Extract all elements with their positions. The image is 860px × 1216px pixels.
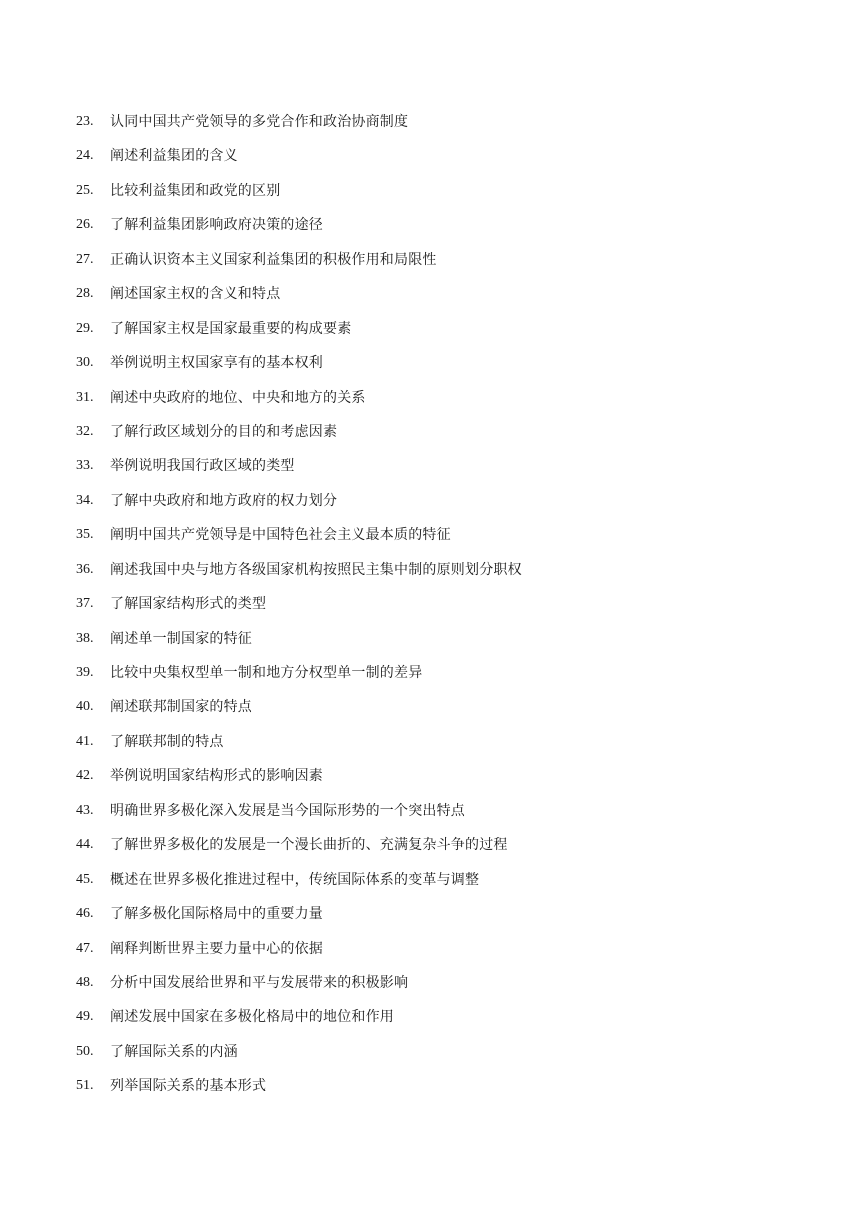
item-number: 47. (76, 940, 94, 956)
list-item (76, 453, 522, 487)
list-item (76, 143, 522, 177)
item-text: 认同中国共产党领导的多党合作和政治协商制度 (110, 114, 409, 130)
item-text: 了解国家主权是国家最重要的构成要素 (110, 320, 352, 337)
list-item (76, 798, 522, 832)
item-text: 阐明中国共产党领导是中国特色社会主义最本质的特征 (110, 527, 451, 544)
item-text: 阐述利益集团的含义 (110, 148, 238, 165)
list-item (76, 247, 522, 281)
list-item (76, 660, 522, 694)
item-text: 明确世界多极化深入发展是当今国际形势的一个突出特点 (110, 802, 465, 819)
list-item (76, 281, 522, 315)
list-item (76, 867, 522, 901)
item-number: 24. (76, 148, 94, 164)
item-text: 举例说明国家结构形式的影响因素 (110, 768, 323, 785)
item-number: 25. (76, 182, 94, 198)
list-item (76, 626, 522, 660)
item-number: 30. (76, 355, 94, 371)
item-number: 28. (76, 286, 94, 302)
item-text: 了解国际关系的内涵 (110, 1043, 238, 1060)
item-text: 阐述国家主权的含义和特点 (110, 286, 281, 303)
item-number: 32. (76, 423, 94, 439)
item-text: 阐述发展中国家在多极化格局中的地位和作用 (110, 1009, 394, 1026)
item-text: 阐述我国中央与地方各级国家机构按照民主集中制的原则划分职权 (110, 561, 522, 578)
item-text: 比较利益集团和政党的区别 (110, 182, 281, 199)
item-text: 了解利益集团影响政府决策的途径 (110, 217, 323, 234)
item-number: 44. (76, 837, 94, 853)
item-text: 了解行政区域划分的目的和考虑因素 (110, 423, 338, 440)
item-text: 正确认识资本主义国家利益集团的积极作用和局限性 (110, 251, 437, 268)
item-number: 31. (76, 389, 94, 405)
item-number: 36. (76, 561, 94, 577)
item-text: 列举国际关系的基本形式 (110, 1078, 267, 1095)
list-item (76, 419, 522, 453)
item-number: 45. (76, 871, 94, 887)
item-number: 46. (76, 906, 94, 922)
item-number: 27. (76, 251, 94, 267)
item-text: 了解国家结构形式的类型 (110, 596, 267, 613)
item-text: 比较中央集权型单一制和地方分权型单一制的差异 (110, 665, 423, 681)
list-item (76, 1073, 522, 1107)
list-item (76, 970, 522, 1004)
list-item (76, 178, 522, 212)
item-number: 39. (76, 665, 94, 680)
list-item (76, 1004, 522, 1038)
item-number: 37. (76, 596, 94, 612)
item-number: 38. (76, 630, 94, 646)
item-number: 34. (76, 492, 94, 508)
list-item (76, 763, 522, 797)
list-item (76, 350, 522, 384)
item-text: 阐释判断世界主要力量中心的依据 (110, 940, 323, 957)
item-number: 43. (76, 802, 94, 818)
item-text: 了解中央政府和地方政府的权力划分 (110, 492, 338, 509)
item-text: 分析中国发展给世界和平与发展带来的积极影响 (110, 974, 409, 991)
list-item (76, 522, 522, 556)
item-number: 50. (76, 1043, 94, 1059)
item-number: 23. (76, 114, 94, 129)
list-item (76, 591, 522, 625)
item-number: 42. (76, 768, 94, 784)
item-text: 阐述联邦制国家的特点 (110, 699, 252, 716)
list-item (76, 729, 522, 763)
list-item (76, 385, 522, 419)
item-text: 概述在世界多极化推进过程中，传统国际体系的变革与调整 (110, 871, 480, 888)
list-item (76, 557, 522, 591)
item-number: 49. (76, 1009, 94, 1025)
item-text: 了解联邦制的特点 (110, 733, 224, 750)
item-number: 26. (76, 217, 94, 233)
item-number: 40. (76, 699, 94, 715)
item-number: 35. (76, 527, 94, 543)
list-item (76, 212, 522, 246)
list-item (76, 832, 522, 866)
list-item (76, 109, 522, 143)
item-text: 举例说明主权国家享有的基本权利 (110, 355, 323, 372)
item-text: 了解多极化国际格局中的重要力量 (110, 906, 323, 923)
list-item (76, 1039, 522, 1073)
list-item (76, 936, 522, 970)
item-number: 51. (76, 1078, 94, 1094)
item-text: 举例说明我国行政区域的类型 (110, 458, 295, 475)
list-item (76, 316, 522, 350)
item-text: 阐述单一制国家的特征 (110, 630, 252, 647)
item-number: 29. (76, 320, 94, 336)
list-item (76, 901, 522, 935)
item-number: 48. (76, 974, 94, 990)
item-number: 41. (76, 733, 94, 749)
objective-list (76, 109, 522, 1108)
item-number: 33. (76, 458, 94, 474)
item-text: 阐述中央政府的地位、中央和地方的关系 (110, 389, 366, 406)
item-text: 了解世界多极化的发展是一个漫长曲折的、充满复杂斗争的过程 (110, 837, 508, 854)
list-item (76, 488, 522, 522)
list-item (76, 694, 522, 728)
